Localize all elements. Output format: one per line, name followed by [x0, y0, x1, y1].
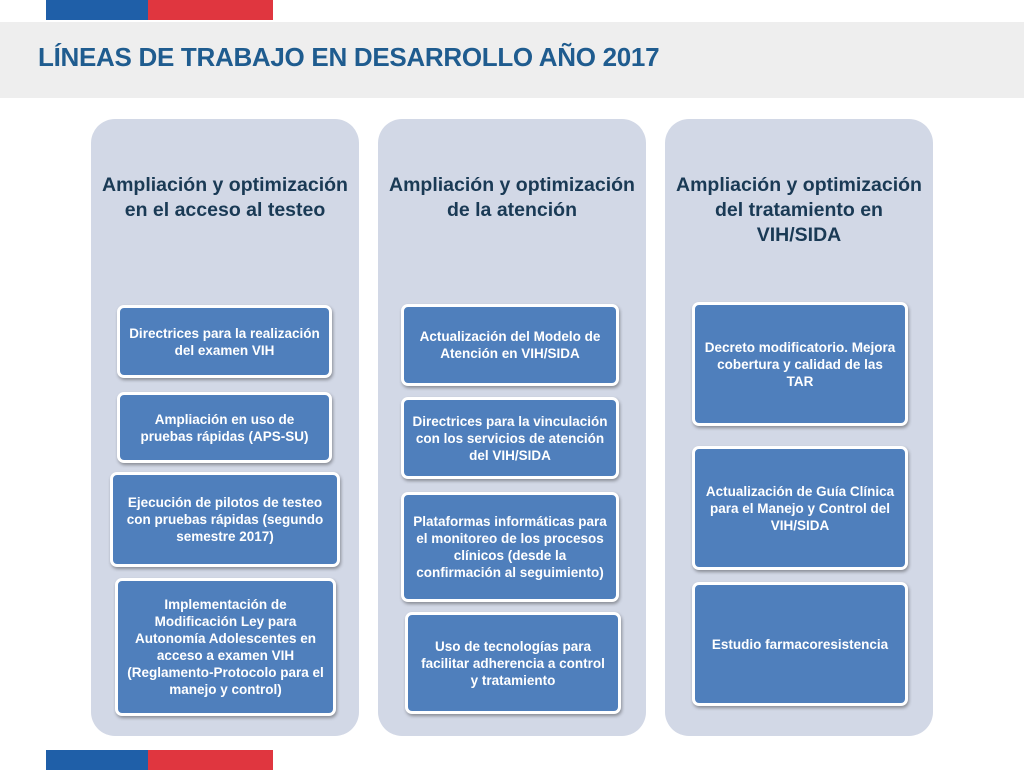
flag-red-segment: [148, 750, 273, 770]
item-box: Actualización del Modelo de Atención en VIH/SIDA: [401, 304, 619, 386]
column-title: Ampliación y optimización en el acceso al testeo: [102, 174, 348, 221]
item-box: Ampliación en uso de pruebas rápidas (APS-SU): [117, 392, 332, 463]
column-atencion: [378, 119, 646, 736]
flag-blue-segment: [46, 750, 148, 770]
column-tratamiento: [665, 119, 933, 736]
item-box: Plataformas informáticas para el monitoreo de los procesos clínicos (desde la confirmación al seguimiento): [401, 492, 619, 602]
item-box: Estudio farmacoresistencia: [692, 582, 908, 706]
item-box: Actualización de Guía Clínica para el Manejo y Control del VIH/SIDA: [692, 446, 908, 570]
item-box: Uso de tecnologías para facilitar adherencia a control y tratamiento: [405, 612, 621, 714]
column-testeo: [91, 119, 359, 736]
column-title: Ampliación y optimización de la atención: [389, 174, 635, 221]
item-box: Decreto modificatorio. Mejora cobertura y calidad de las TAR: [692, 302, 908, 426]
flag-blue-segment: [46, 0, 148, 20]
page-title: LÍNEAS DE TRABAJO EN DESARROLLO AÑO 2017: [38, 42, 660, 72]
column-title: Ampliación y optimización del tratamiento en VIH/SIDA: [676, 174, 922, 246]
item-box: Ejecución de pilotos de testeo con pruebas rápidas (segundo semestre 2017): [110, 472, 340, 567]
item-box: Implementación de Modificación Ley para Autonomía Adolescentes en acceso a examen VIH (Reglamento-Protocolo para el manejo y control): [115, 578, 336, 716]
flag-red-segment: [148, 0, 273, 20]
item-box: Directrices para la realización del examen VIH: [117, 305, 332, 378]
item-box: Directrices para la vinculación con los servicios de atención del VIH/SIDA: [401, 397, 619, 479]
